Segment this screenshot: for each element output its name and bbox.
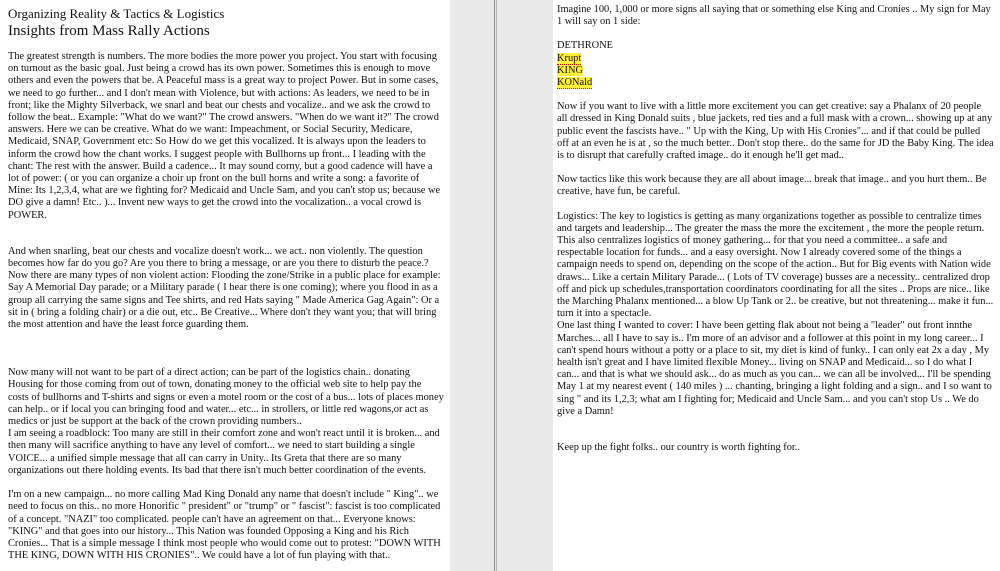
paragraph-phalanx: Now if you want to live with a little more excitement you can get creative: say a Phalanx of 20 people all dressed in King Donald suits , blue jackets, red ties and a full mask with a crown... showing up at any public event the fascists have.. " Up with the King, Up with His Cronies"... and if that could be pulled off at an even he is at , so the much better.. Don't stop there.. do the same for JD the Baby King. The idea is to disrupt that carefully crafted image.. do it enough he'll get mad.. [557, 101, 994, 162]
paragraph-sign-intro: Imagine 100, 1,000 or more signs all saying that or something else King and Cronies .. My sign for May 1 will say on 1 side: [557, 4, 991, 28]
document-subtitle: Insights from Mass Rally Actions [8, 23, 210, 39]
paragraph-tactics-image: Now tactics like this work because they are all about image... break that image.. and you hurt them.. Be creative, have fun, be careful. [557, 174, 987, 198]
paragraph-king-campaign: I'm on a new campaign... no more calling Mad King Donald any name that doesn't include " King".. we need to focus on this.. no more Honorific " president" or "trump" or " fascist": fascist is too complicated of a concept. "NAZI" too complicated. people can't have an agreement on that... Everyone knows: "KING" and that goes into our history... This Nation was founded Opposing a King and his Rich Cronies... That is a simple message I think most people who would come out to protest: "DOWN WITH THE KING, DOWN WITH HIS CRONIES".. We could have a lot of fun playing with that.. [8, 489, 441, 562]
paragraph-logistics-chain: Now many will not want to be part of a direct action; can be part of the logistics chain.. donating Housing for those coming from out of town, donating money to the official web site to help pay the costs of bullhorns and T-shirts and signs or even a motel room or the cost of a bus... lots of places money can help.. or if local you can bringing food and water... etc... in strollers, or little red wagons,or act as medics or just be support at the back of the crown providing numbers.. [8, 367, 444, 428]
paragraph-numbers-power: The greatest strength is numbers. The more bodies the more power you project. You start with focusing on turnout as the basic goal. Just being a crowd has its own power. Sometimes this is enough to move others and even the powers that be. A Peaceful mass is a great way to project Power. But in some cases, we need to go further... and I don't mean with Violence, but with actions: As leaders, we need to be in front; like the Mighty Silverback, we snarl and beat our chests and vocalize.. and we ask the crowd to follow the beat.. Example: "What do we want?" The crowd answers. "When do we want it?" The crowd answers. Here we can be creative. What do we want: Impeachment, or Social Security, Medicare, Medicaid, SNAP, Government etc: So How do we get this vocalized. It is always upon the leaders to inform the crowd how the chant works. I suggest people with Bullhorns up front... I leading with the chant: The rest with the answer. Build a cadence... It may sound corny, but a good cadence will have a lot of power: ( or you can organize a choir up front on the bull horns and write a song: a favorite of Mine: Its 1,2,3,4, what are we fighting for? Medicaid and Uncle Sam, and you can't stop us; because we DO give a damn! Etc.. )... Invent new ways to get the crowd into the vocalization.. a vocal crowd is POWER. [8, 51, 441, 221]
paragraph-roadblock: I am seeing a roadblock: Too many are still in their comfort zone and won't react until it is broken... and then many will sacrifice anything to have any level of comfort... we need to start building a single VOICE... a unified simple message that all can carry in Unity.. Its Greta that there are so many organizations out there holding events. Its bad that there isn't much better coordination of the events. [8, 428, 440, 476]
sign-line-konald: KONald [557, 77, 593, 89]
paragraph-nonviolent-action: And when snarling, beat our chests and vocalize doesn't work... we act.. non violently. The question becomes how far do you go? Are you there to bring a message, or are you there to disturb the peace.? Now there are many types of non violent action: Flooding the zone/Strike in a public place for example: Say A Memorial Day parade; or a Military parade ( I hear there is one coming); where you flood in as a group all carrying the same signs and Tee shirts, and red Hats saying " Made America Gag Again": Or a sit in ( bring a folding chair) or a die out, etc.. Be Creative... Where don't they want you; that will bring the most attention and have the least force guarding them. [8, 245, 441, 331]
right-document-page [553, 0, 1000, 571]
document-title: Organizing Reality & Tactics & Logistics [8, 6, 225, 21]
page-divider-left [494, 0, 495, 571]
page-gutter [450, 0, 553, 571]
page-divider-right [496, 0, 497, 571]
sign-line-dethrone: DETHRONE [557, 40, 613, 52]
paragraph-logistics-key: Logistics: The key to logistics is getting as many organizations together as possible to centralize times and targets and leadership... The greater the mass the more the excitement , the more the people return. This also centralizes logistics of money gathering... for that you need a committee.. a safe and respectable location for funds... and a easy oversight. Now I already covered some of the things a campaign needs to spend on, depending on the scope of the action.. But for Big events with Nation wide draws... Like a certain Military Parade... ( Lots of TV coverage) busses are a necessity.. centralized drop off and pick up schedules,transportation coordinators coordinating for all the sites .. Props are nice.. like the Marching Phalanx mentioned... a blow Up Tank or 2.. be creative, but not threatening... make it fun... turn it into a spectacle. [557, 210, 994, 320]
paragraph-closing: Keep up the fight folks.. our country is worth fighting for.. [557, 442, 800, 454]
paragraph-last-thing: One last thing I wanted to cover: I have been getting flak about not being a "leader" out front innthe Marches... all I have to say is.. I'm more of an advisor and a follower at this point in my long career... I can't spend hours without a potty or a place to sit, my diet is kind of funky.. I can only eat 2x a day , My health isn't great and I have limited flexible Money... living on SNAP and Medicaid... so I do what I can... and that is what we should ask... do as much as you can... we can all be involved... I'll be spending May 1 at my nearest event ( 140 miles ) ... chanting, bringing a light folding and a sign.. and I so want to sing " and its 1,2,3; what am I fighting for; Medicaid and Uncle Sam... and you can't stop Us .. We do give a Damn! [557, 320, 992, 417]
sign-text-block [557, 40, 994, 89]
sign-line-king: KING [557, 64, 583, 76]
sign-line-krupt: Krupt [557, 52, 582, 64]
left-document-page [0, 0, 450, 571]
